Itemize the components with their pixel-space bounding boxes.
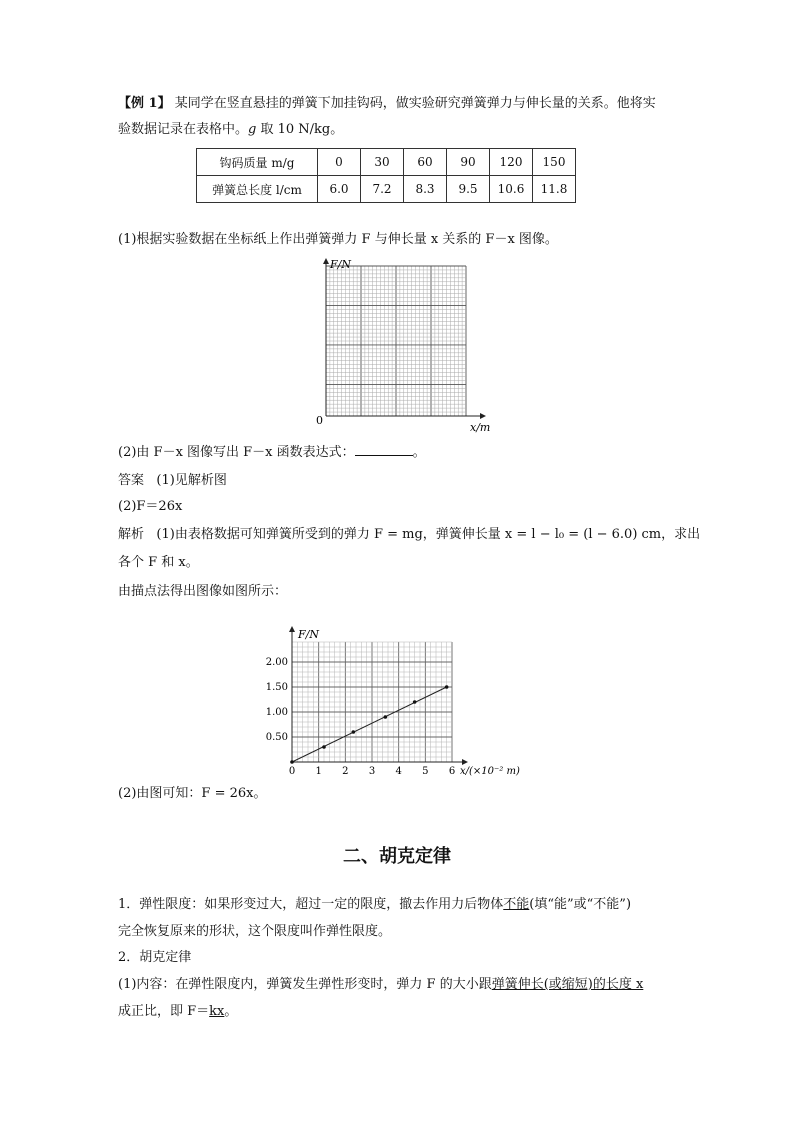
x-tick-label: 4 (395, 766, 402, 777)
x-axis-label: x/(×10⁻² m) (460, 766, 520, 777)
table-header-length: 弹簧总长度 l/cm (197, 176, 318, 203)
analysis-label: 解析 (118, 527, 145, 542)
data-table (196, 148, 576, 203)
hooke-p1-text: 1．弹性限度：如果形变过大，超过一定的限度，撤去作用力后物体 (118, 897, 504, 912)
y-axis-arrow (289, 626, 295, 632)
answer-2: (2)F＝26x (118, 499, 183, 514)
table-cell: 120 (490, 149, 533, 176)
table-cell: 9.5 (447, 176, 490, 203)
table-cell: 30 (361, 149, 404, 176)
table-row-mass (197, 149, 576, 176)
blank-ylabel: F/N (330, 258, 351, 271)
blank-xlabel: x/m (470, 421, 491, 434)
x-tick-label: 3 (368, 766, 376, 777)
data-point (413, 700, 417, 704)
table-cell: 60 (404, 149, 447, 176)
y-tick-label: 2.00 (265, 657, 288, 668)
answer-blank (355, 441, 413, 456)
question-2-text: (2)由 F－x 图像写出 F－x 函数表达式： (118, 445, 355, 460)
x-axis-arrow (462, 759, 468, 765)
fit-line (292, 687, 447, 762)
hooke-p1 (118, 893, 631, 917)
hooke-p1-line2: 完全恢复原来的形状，这个限度叫作弹性限度。 (118, 924, 392, 939)
table-cell: 150 (533, 149, 576, 176)
table-header-mass: 钩码质量 m/g (197, 149, 318, 176)
x-tick-label: 2 (342, 766, 349, 777)
y-tick-label: 1.50 (265, 682, 288, 693)
hooke-p3 (118, 973, 643, 997)
y-tick-label: 1.00 (265, 707, 288, 718)
data-point (352, 730, 356, 734)
analysis-line-1 (118, 523, 700, 547)
table-cell: 90 (447, 149, 490, 176)
table-cell: 6.0 (318, 176, 361, 203)
section-title: 二、胡克定律 (343, 846, 451, 867)
question-2 (118, 441, 426, 465)
analysis-text-1: (1)由表格数据可知弹簧所受到的弹力 F = mg，弹簧伸长量 x = l − l₀ = (l − 6.0) cm，求出 (156, 527, 701, 542)
analysis-conclusion: (2)由图可知：F = 26x。 (118, 786, 267, 801)
analysis-line-2: 各个 F 和 x。 (118, 555, 199, 570)
example-text-1: 某同学在竖直悬挂的弹簧下加挂钩码，做实验研究弹簧弹力与伸长量的关系。他将实 (174, 96, 656, 111)
example-tag: 【例 1】 (118, 96, 171, 111)
hooke-p2: 2．胡克定律 (118, 950, 192, 965)
table-cell: 11.8 (533, 176, 576, 203)
y-axis-label: F/N (298, 628, 319, 641)
blank-grid-chart (310, 256, 500, 436)
x-tick-label: 1 (315, 766, 322, 777)
hooke-p3-text: (1)内容：在弹性限度内，弹簧发生弹性形变时，弹力 F 的大小跟 (118, 977, 492, 992)
question-2-end: 。 (412, 445, 426, 460)
example-text-3: 取 10 N/kg。 (256, 122, 344, 137)
hooke-p1-hint: (填“能”或“不能”) (529, 897, 632, 912)
blank-origin: 0 (316, 414, 323, 427)
plot-labels (266, 628, 520, 777)
hooke-p3-end: 。 (224, 1004, 238, 1019)
table-row-length (197, 176, 576, 203)
x-tick-label: 6 (448, 766, 456, 777)
data-point (445, 685, 449, 689)
table-cell: 0 (318, 149, 361, 176)
answer-line-1 (118, 469, 227, 493)
data-point (384, 715, 388, 719)
table-cell: 10.6 (490, 176, 533, 203)
hooke-p3-line2-text: 成正比，即 F＝ (118, 1004, 210, 1019)
hooke-formula-kx: kx (209, 1004, 225, 1019)
answer-label: 答案 (118, 473, 145, 488)
g-symbol: g (248, 122, 257, 137)
example-line-2 (118, 118, 343, 142)
example-text-2: 验数据记录在表格中。 (118, 122, 249, 137)
x-tick-label: 0 (288, 766, 296, 777)
data-point (322, 745, 326, 749)
answer-1: (1)见解析图 (156, 473, 227, 488)
question-1: (1)根据实验数据在坐标纸上作出弹簧弹力 F 与伸长量 x 关系的 F－x 图像。 (118, 232, 558, 247)
hooke-p3-answer: 弹簧伸长(或缩短)的长度 x (491, 977, 644, 992)
blank-grid (326, 266, 466, 416)
x-tick-label: 5 (422, 766, 429, 777)
plot-grid (292, 642, 452, 762)
table-cell: 8.3 (404, 176, 447, 203)
table-cell: 7.2 (361, 176, 404, 203)
blank-y-arrow (323, 258, 329, 264)
hooke-p3-line2 (118, 1000, 237, 1024)
fx-chart (262, 612, 520, 780)
analysis-line-3: 由描点法得出图像如图所示： (118, 584, 288, 599)
y-tick-label: 0.50 (265, 732, 288, 743)
blank-x-arrow (480, 413, 486, 419)
example-line-1 (118, 92, 656, 116)
data-point (290, 760, 294, 764)
hooke-p1-answer: 不能 (503, 897, 530, 912)
